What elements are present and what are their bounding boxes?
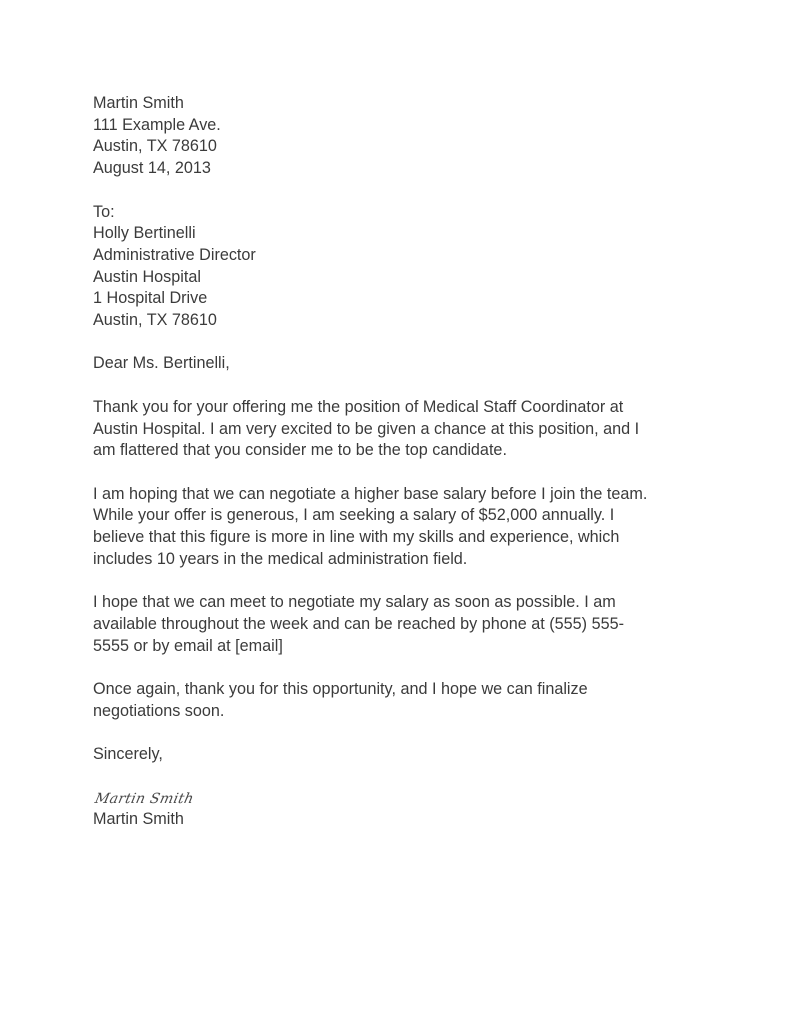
paragraph-line: 5555 or by email at [email]	[93, 636, 283, 655]
paragraph-line: Thank you for your offering me the position of Medical Staff Coordinator at	[93, 397, 624, 416]
recipient-title: Administrative Director	[93, 245, 256, 264]
body-paragraph-2	[93, 484, 713, 571]
sender-city: Austin, TX 78610	[93, 137, 217, 156]
recipient-city: Austin, TX 78610	[93, 311, 217, 330]
paragraph-line: believe that this figure is more in line with my skills and experience, which	[93, 528, 620, 546]
paragraph-line: I am hoping that we can negotiate a higher base salary before I join the team.	[93, 484, 648, 503]
recipient-name: Holly Bertinelli	[93, 224, 196, 243]
to-label: To:	[93, 202, 115, 221]
paragraph-line: negotiations soon.	[93, 701, 225, 720]
valediction: Sincerely,	[93, 744, 163, 763]
body-paragraph-1	[93, 397, 713, 462]
paragraph-line: While your offer is generous, I am seeking a salary of $52,000 annually. I	[93, 506, 615, 525]
paragraph-line: available throughout the week and can be reached by phone at (555) 555-	[93, 614, 624, 633]
sender-street: 111 Example Ave.	[93, 115, 221, 134]
printed-name: Martin Smith	[93, 810, 184, 829]
letter-date: August 14, 2013	[93, 159, 211, 178]
body-paragraph-3	[93, 592, 713, 657]
handwritten-signature: Martin Smith	[93, 791, 196, 808]
paragraph-line: I hope that we can meet to negotiate my salary as soon as possible. I am	[93, 593, 616, 612]
salutation: Dear Ms. Bertinelli,	[93, 354, 230, 373]
recipient-organization: Austin Hospital	[93, 267, 201, 286]
body-paragraph-4	[93, 679, 713, 722]
letter	[93, 93, 713, 831]
paragraph-line: Once again, thank you for this opportunity, and I hope we can finalize	[93, 679, 588, 698]
paragraph-line: Austin Hospital. I am very excited to be given a chance at this position, and I	[93, 419, 640, 438]
paragraph-line: am flattered that you consider me to be the top candidate.	[93, 441, 507, 460]
sender-address	[93, 93, 713, 180]
sender-name: Martin Smith	[93, 94, 184, 112]
recipient-address	[93, 202, 713, 332]
recipient-street: 1 Hospital Drive	[93, 289, 208, 308]
paragraph-line: includes 10 years in the medical administration field.	[93, 549, 468, 568]
